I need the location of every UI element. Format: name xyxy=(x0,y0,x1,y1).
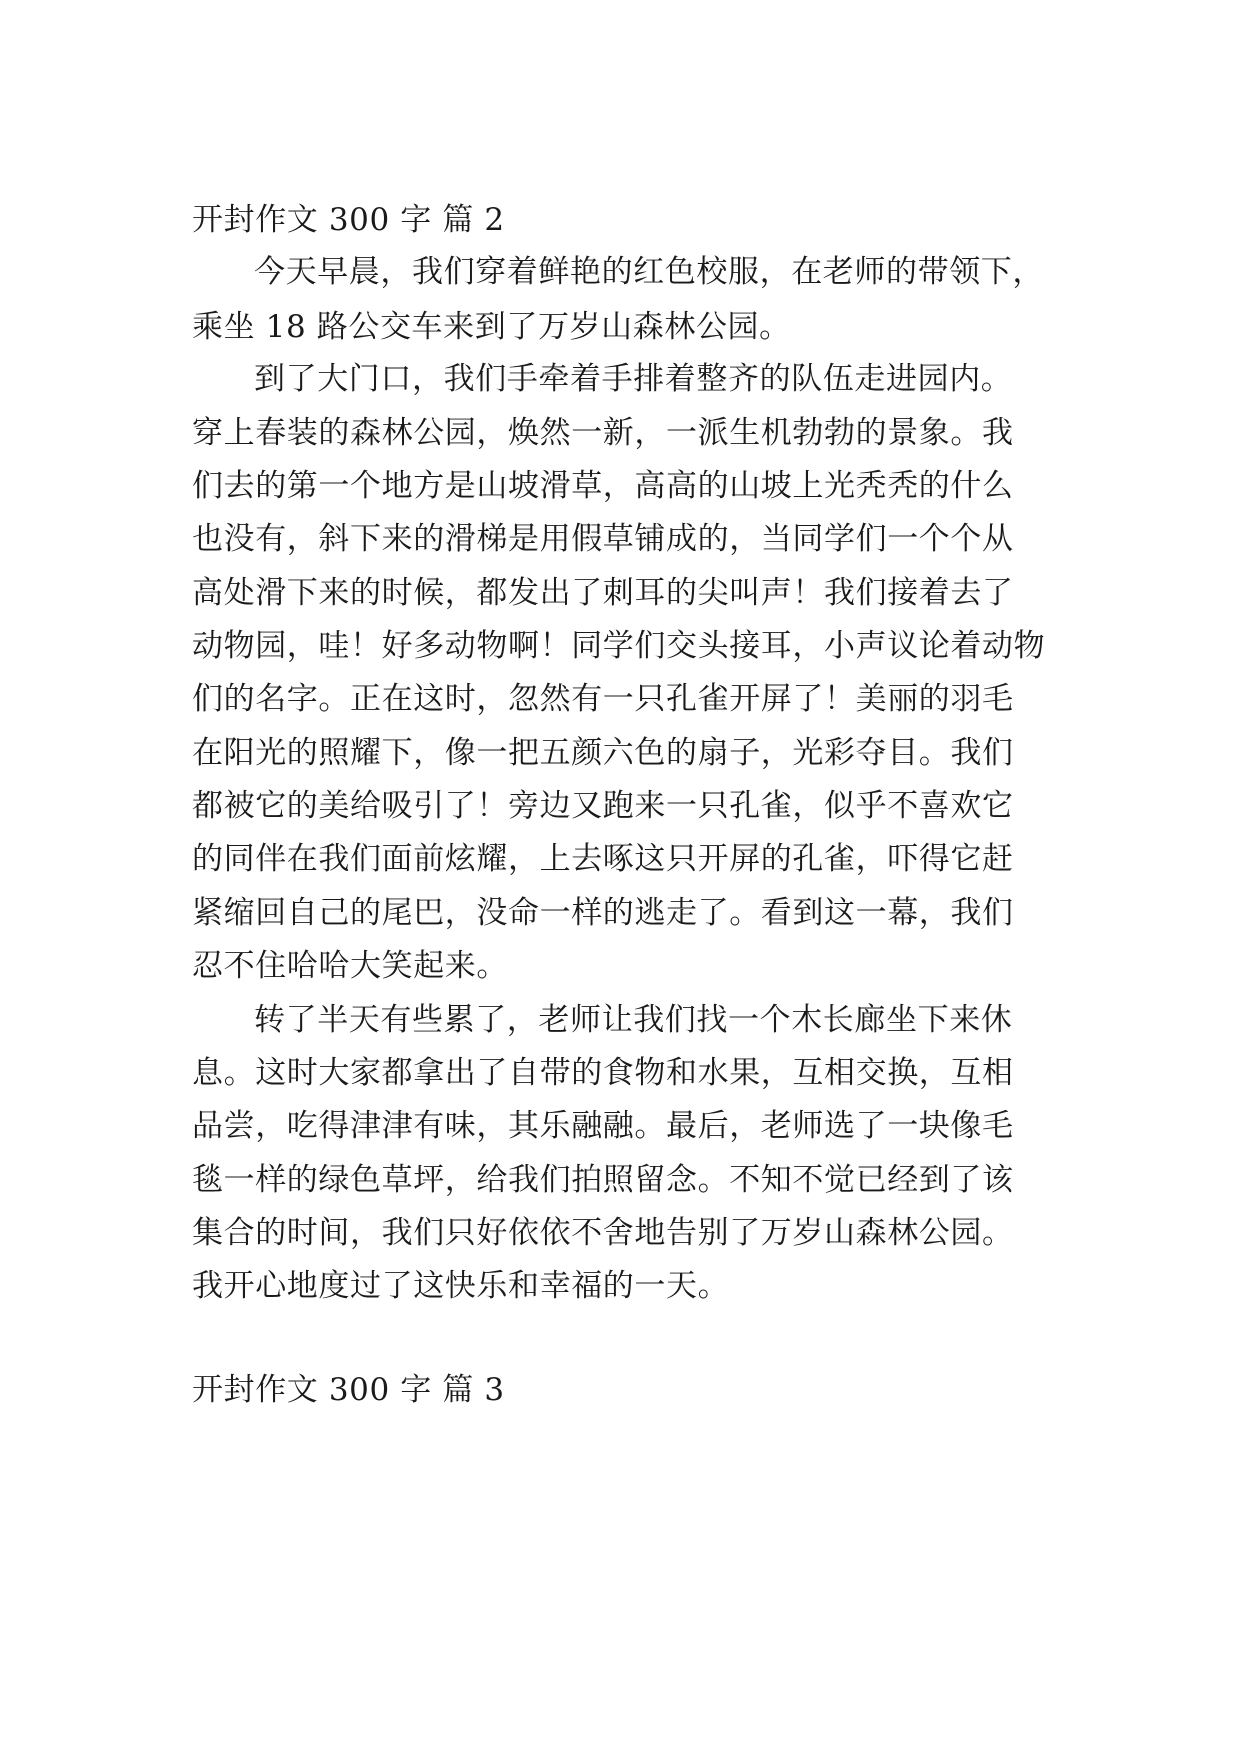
paragraph-line: 都被它的美给吸引了！旁边又跑来一只孔雀，似乎不喜欢它 xyxy=(192,788,1014,824)
paragraph-line: 我开心地度过了这快乐和幸福的一天。 xyxy=(192,1268,730,1304)
paragraph-line: 集合的时间，我们只好依依不舍地告别了万岁山森林公园。 xyxy=(192,1215,1014,1251)
paragraph-line: 在阳光的照耀下，像一把五颜六色的扇子，光彩夺目。我们 xyxy=(192,735,1014,771)
paragraph-line: 高处滑下来的时候，都发出了刺耳的尖叫声！我们接着去了 xyxy=(192,575,1014,611)
paragraph-line: 今天早晨，我们穿着鲜艳的红色校服，在老师的带领下， xyxy=(254,254,1044,290)
paragraph-line: 毯一样的绿色草坪，给我们拍照留念。不知不觉已经到了该 xyxy=(192,1162,1014,1198)
paragraph-line: 到了大门口，我们手牵着手排着整齐的队伍走进园内。 xyxy=(254,361,1013,397)
section-heading: 开封作文 300 字 篇 3 xyxy=(192,1372,505,1408)
paragraph-line: 息。这时大家都拿出了自带的食物和水果，互相交换，互相 xyxy=(192,1055,1014,1091)
paragraph-line: 乘坐 18 路公交车来到了万岁山森林公园。 xyxy=(192,309,791,345)
paragraph-line: 动物园，哇！好多动物啊！同学们交头接耳，小声议论着动物 xyxy=(192,628,1046,664)
paragraph-line: 忍不住哈哈大笑起来。 xyxy=(192,948,508,984)
paragraph-line: 穿上春装的森林公园，焕然一新，一派生机勃勃的景象。我 xyxy=(192,415,1014,451)
paragraph-line: 们的名字。正在这时，忽然有一只孔雀开屏了！美丽的羽毛 xyxy=(192,681,1014,717)
paragraph-line: 也没有，斜下来的滑梯是用假草铺成的，当同学们一个个从 xyxy=(192,521,1014,557)
paragraph-line: 品尝，吃得津津有味，其乐融融。最后，老师选了一块像毛 xyxy=(192,1108,1014,1144)
paragraph-line: 们去的第一个地方是山坡滑草，高高的山坡上光秃秃的什么 xyxy=(192,468,1014,504)
paragraph-line: 的同伴在我们面前炫耀，上去啄这只开屏的孔雀，吓得它赶 xyxy=(192,841,1014,877)
paragraph-line: 紧缩回自己的尾巴，没命一样的逃走了。看到这一幕，我们 xyxy=(192,895,1014,931)
section-heading: 开封作文 300 字 篇 2 xyxy=(192,202,505,238)
paragraph-line: 转了半天有些累了，老师让我们找一个木长廊坐下来休 xyxy=(254,1002,1013,1038)
